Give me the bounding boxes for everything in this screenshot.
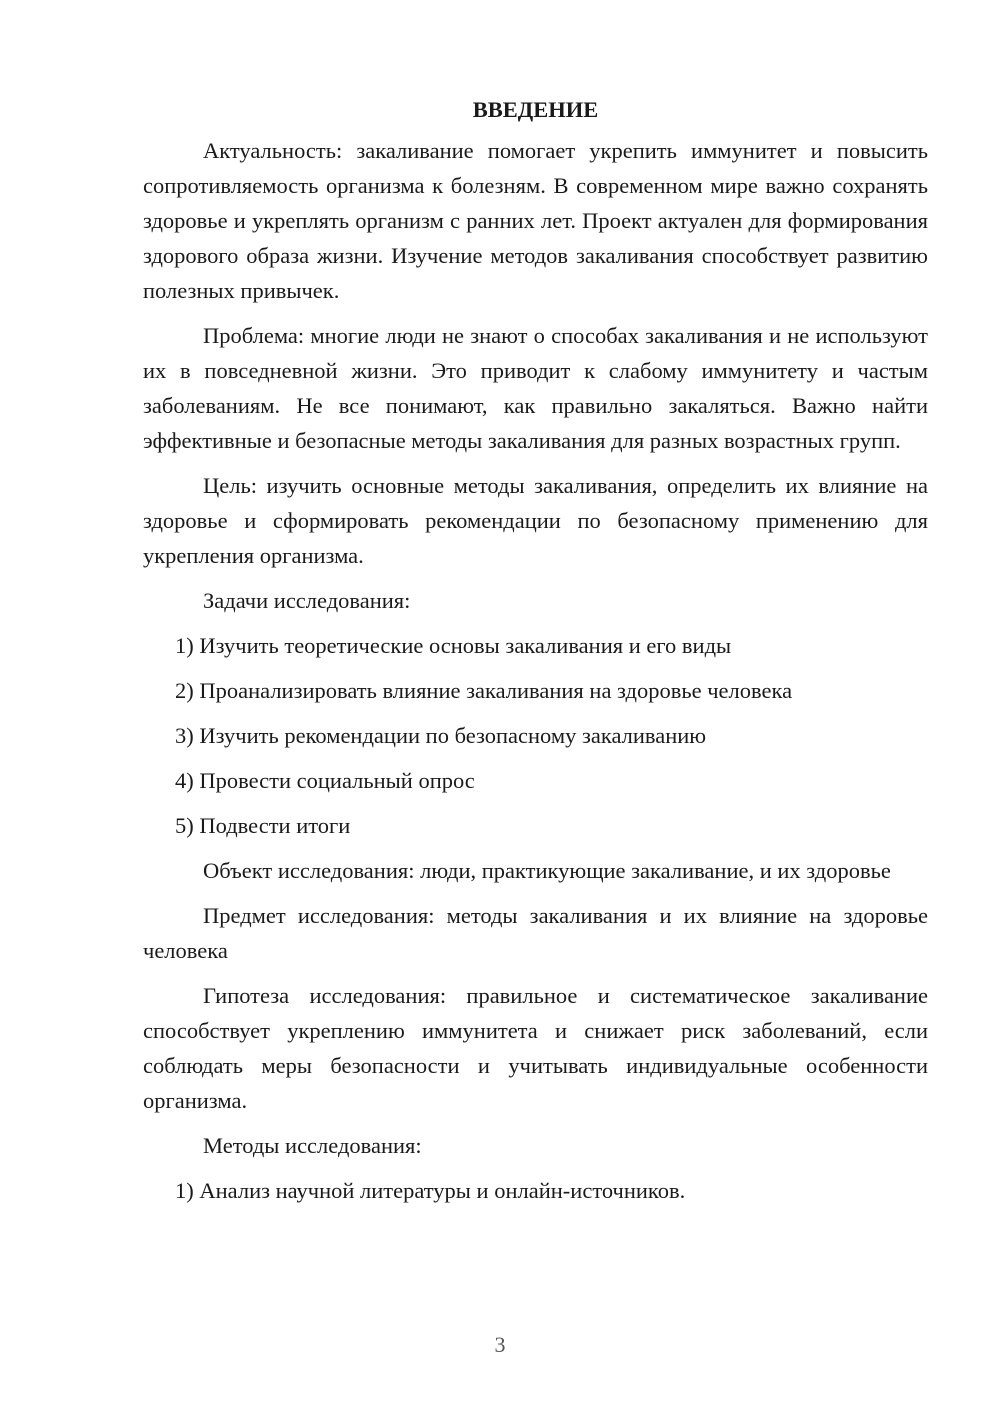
subject-paragraph: Предмет исследования: методы закаливания и их влияние на здоровье человека	[143, 903, 928, 963]
list-item: 3) Изучить рекомендации по безопасному закаливанию	[175, 723, 707, 748]
list-item: 4) Провести социальный опрос	[175, 768, 475, 793]
list-item: 5) Подвести итоги	[175, 813, 351, 838]
page-number: 3	[494, 1332, 506, 1357]
page-title: ВВЕДЕНИЕ	[472, 97, 599, 122]
list-item: 2) Проанализировать влияние закаливания на здоровье человека	[175, 678, 793, 703]
methods-heading: Методы исследования:	[203, 1133, 422, 1158]
list-item: 1) Изучить теоретические основы закаливания и его виды	[175, 633, 732, 658]
relevance-paragraph: Актуальность: закаливание помогает укрепить иммунитет и повысить сопротивляемость организма к болезням. В современном мире важно сохранять здоровье и укреплять организм с ранних лет. Проект актуален для формирования здорового образа жизни. Изучение методов закаливания способствует развитию полезных привычек.	[143, 138, 928, 303]
tasks-heading: Задачи исследования:	[203, 588, 411, 613]
hypothesis-paragraph: Гипотеза исследования: правильное и систематическое закаливание способствует укреплению иммунитета и снижает риск заболеваний, если соблюдать меры безопасности и учитывать индивидуальные особенности организма.	[143, 983, 928, 1113]
methods-list	[143, 1173, 928, 1208]
problem-paragraph: Проблема: многие люди не знают о способах закаливания и не используют их в повседневной жизни. Это приводит к слабому иммунитету и частым заболеваниям. Не все понимают, как правильно закаляться. Важно найти эффективные и безопасные методы закаливания для разных возрастных групп.	[143, 323, 928, 453]
goal-paragraph: Цель: изучить основные методы закаливания, определить их влияние на здоровье и сформировать рекомендации по безопасному применению для укрепления организма.	[143, 473, 928, 568]
tasks-list	[143, 628, 928, 843]
object-paragraph: Объект исследования: люди, практикующие закаливание, и их здоровье	[203, 858, 891, 883]
document-page	[143, 92, 928, 1218]
list-item: 1) Анализ научной литературы и онлайн-источников.	[175, 1178, 686, 1203]
